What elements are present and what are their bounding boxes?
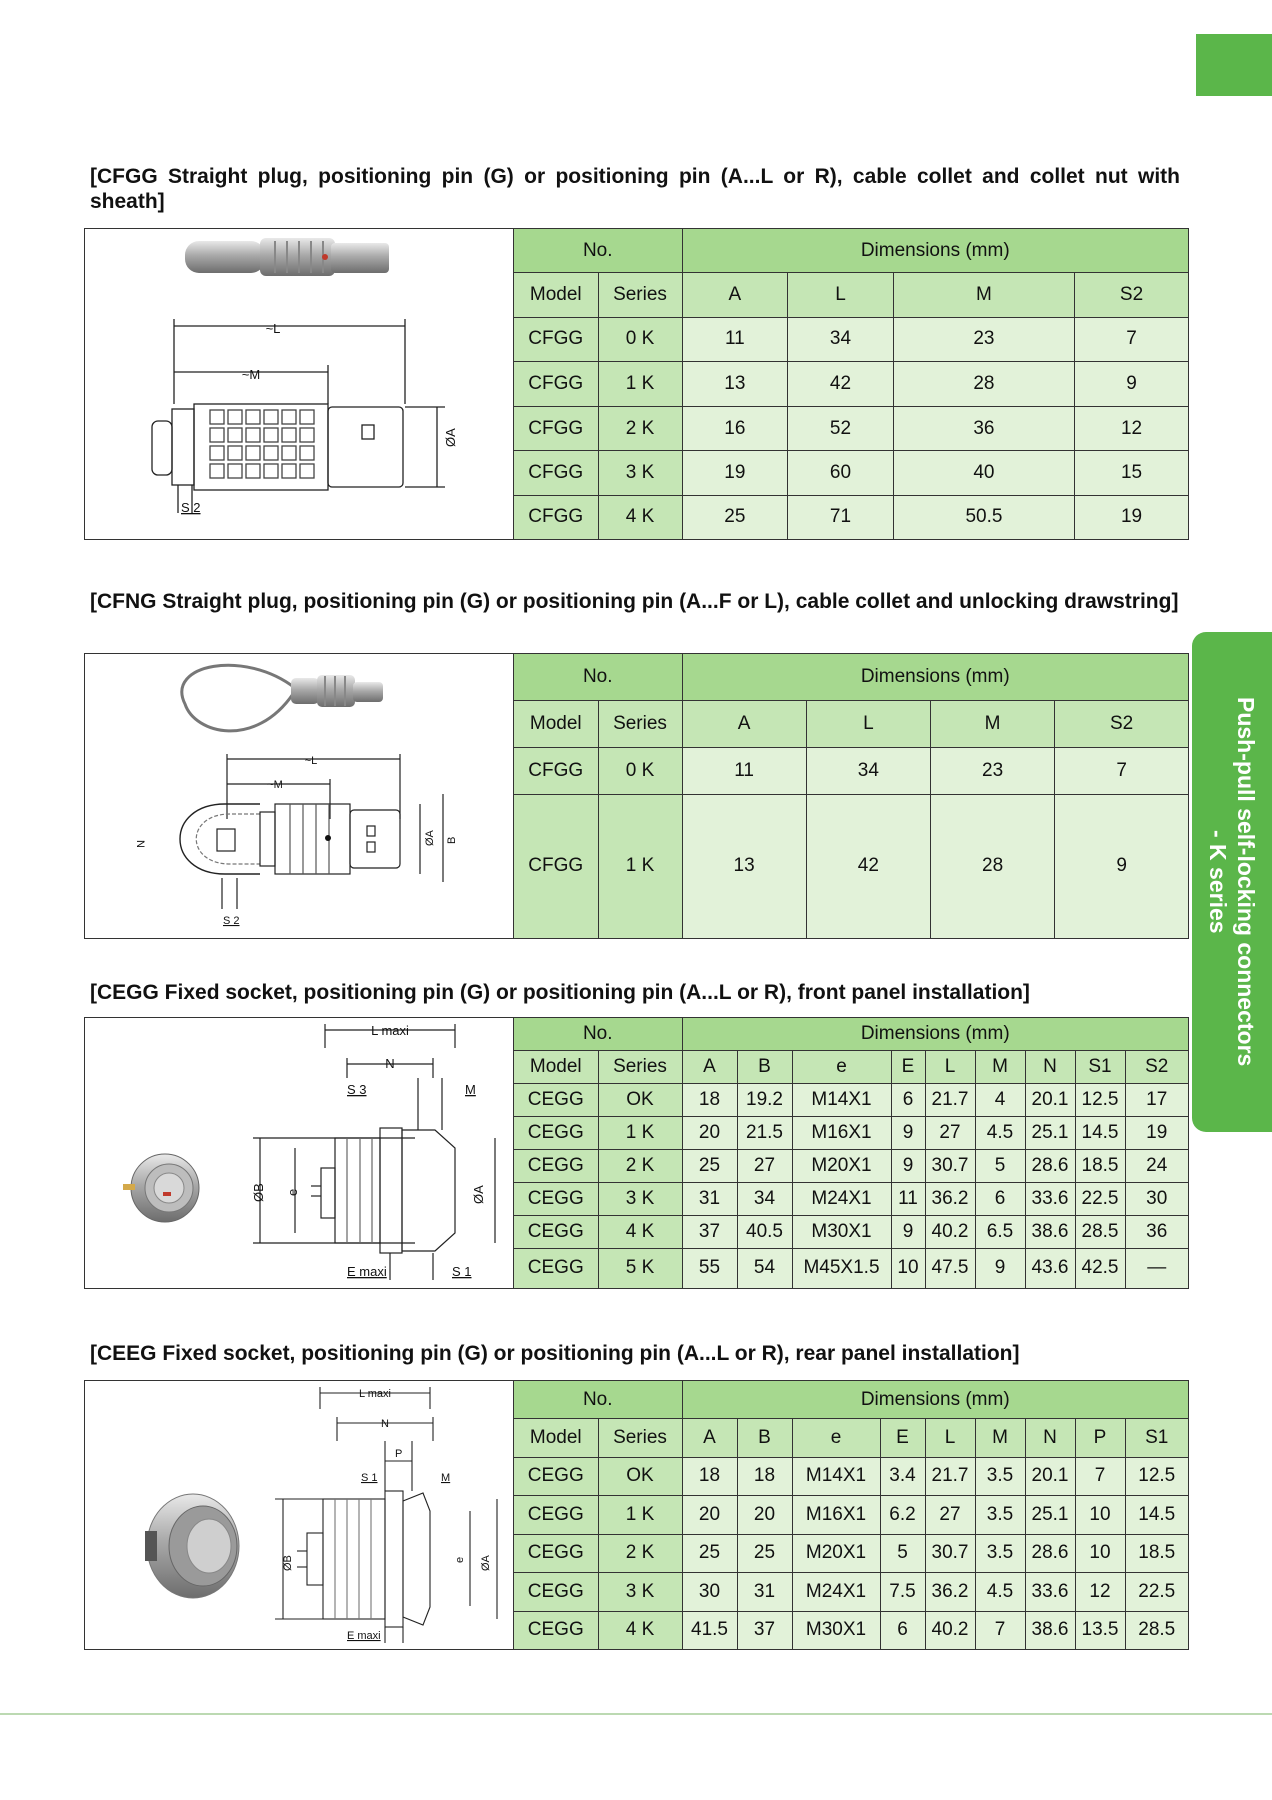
cell: M16X1 xyxy=(792,1496,880,1535)
dim-label-e: e xyxy=(285,1188,300,1196)
cell: 13.5 xyxy=(1075,1611,1125,1649)
table-row xyxy=(514,1611,1188,1649)
column-header: Model xyxy=(514,273,598,318)
dim-label-e: e xyxy=(454,1556,466,1563)
cell: 34 xyxy=(788,317,894,362)
cell: M20X1 xyxy=(792,1149,891,1182)
cell: 43.6 xyxy=(1025,1248,1075,1288)
cell: 6 xyxy=(891,1083,925,1116)
dim-label-b: ØB xyxy=(282,1555,294,1571)
cell: CEGG xyxy=(514,1457,598,1496)
cell: 23 xyxy=(930,747,1054,794)
cell: 9 xyxy=(1075,362,1188,407)
cell: 33.6 xyxy=(1025,1182,1075,1215)
column-header: L xyxy=(925,1050,975,1083)
dim-label-l: ~L xyxy=(265,321,281,336)
ceeg-socket-drawing xyxy=(85,1381,513,1649)
header-no: No. xyxy=(514,654,682,700)
cell: 11 xyxy=(682,747,806,794)
cell: 33.6 xyxy=(1025,1573,1075,1612)
cell: 47.5 xyxy=(925,1248,975,1288)
dim-label-m: M xyxy=(441,1472,451,1484)
cell: 37 xyxy=(682,1215,737,1248)
cell: 14.5 xyxy=(1125,1496,1188,1535)
cell: 40.2 xyxy=(925,1611,975,1649)
cell: 28.6 xyxy=(1025,1534,1075,1573)
table-row xyxy=(514,1534,1188,1573)
cell: 1 K xyxy=(598,1116,682,1149)
column-header: M xyxy=(975,1419,1025,1458)
cell: 23 xyxy=(893,317,1074,362)
column-header: Series xyxy=(598,273,682,318)
side-tab-label: Push-pull self-locking connectors - K series xyxy=(1205,697,1259,1067)
cell: 19 xyxy=(1125,1116,1188,1149)
table-row xyxy=(514,1182,1188,1215)
cfgg-plug-drawing xyxy=(85,229,513,539)
cell: M24X1 xyxy=(792,1182,891,1215)
header-dimensions: Dimensions (mm) xyxy=(682,1018,1188,1050)
cell: 9 xyxy=(891,1215,925,1248)
column-header: S1 xyxy=(1075,1050,1125,1083)
cell: 20 xyxy=(737,1496,792,1535)
cell: 54 xyxy=(737,1248,792,1288)
cell: 4 K xyxy=(598,1215,682,1248)
cell: 28.5 xyxy=(1125,1611,1188,1649)
cell: 18 xyxy=(682,1457,737,1496)
cell: 60 xyxy=(788,451,894,496)
cell: 37 xyxy=(737,1611,792,1649)
cell: 21.7 xyxy=(925,1457,975,1496)
cell: 4.5 xyxy=(975,1573,1025,1612)
dimensions-table-cegg xyxy=(514,1018,1188,1288)
cell: — xyxy=(1125,1248,1188,1288)
cell: 42 xyxy=(788,362,894,407)
cell: M30X1 xyxy=(792,1215,891,1248)
dim-label-n: N xyxy=(385,1056,395,1071)
cell: 10 xyxy=(1075,1534,1125,1573)
cell: 30 xyxy=(682,1573,737,1612)
cell: 36.2 xyxy=(925,1182,975,1215)
cell: 25 xyxy=(682,1534,737,1573)
product-drawing-cfng xyxy=(85,654,514,938)
cell: CFGG xyxy=(514,406,598,451)
table-row xyxy=(514,1248,1188,1288)
cell: 25.1 xyxy=(1025,1496,1075,1535)
cell: 52 xyxy=(788,406,894,451)
cell: 55 xyxy=(682,1248,737,1288)
cell: 36 xyxy=(893,406,1074,451)
cell: 42.5 xyxy=(1075,1248,1125,1288)
table-row xyxy=(514,1215,1188,1248)
cell: 41.5 xyxy=(682,1611,737,1649)
dim-label-n: N xyxy=(134,840,146,848)
column-header: L xyxy=(806,700,930,747)
cell: 40 xyxy=(893,451,1074,496)
dim-label-a: ØA xyxy=(443,428,458,447)
cell: 1 K xyxy=(598,362,682,407)
column-header: E xyxy=(891,1050,925,1083)
cell: 7 xyxy=(975,1611,1025,1649)
dim-label-a: ØA xyxy=(471,1185,486,1204)
cell: 28.5 xyxy=(1075,1215,1125,1248)
cell: 12 xyxy=(1075,406,1188,451)
section-title-cfng: [CFNG Straight plug, positioning pin (G) or positioning pin (A...F or L), cable collet and unlocking drawstring] xyxy=(90,590,1179,613)
column-header: A xyxy=(682,700,806,747)
column-header: Model xyxy=(514,1419,598,1458)
table-row xyxy=(514,747,1188,794)
dim-label-a: ØA xyxy=(480,1555,492,1571)
section-block-cfgg xyxy=(84,228,1189,540)
column-header: E xyxy=(880,1419,925,1458)
column-header: N xyxy=(1025,1419,1075,1458)
cell: 3.5 xyxy=(975,1457,1025,1496)
cell: 3 K xyxy=(598,451,682,496)
column-header: B xyxy=(737,1050,792,1083)
cegg-photo xyxy=(123,1154,199,1222)
section-title-cegg: [CEGG Fixed socket, positioning pin (G) or positioning pin (A...L or R), front panel installation] xyxy=(90,981,1030,1004)
cell: 21.5 xyxy=(737,1116,792,1149)
cell: 30 xyxy=(1125,1182,1188,1215)
cell: 20 xyxy=(682,1116,737,1149)
cell: 22.5 xyxy=(1125,1573,1188,1612)
cell: 4 xyxy=(975,1083,1025,1116)
cell: 30.7 xyxy=(925,1534,975,1573)
cell: 2 K xyxy=(598,1534,682,1573)
cell: 27 xyxy=(925,1496,975,1535)
dim-label-s1: S 1 xyxy=(452,1264,472,1279)
cell: CEGG xyxy=(514,1149,598,1182)
cell: 9 xyxy=(891,1116,925,1149)
cell: 12.5 xyxy=(1075,1083,1125,1116)
cell: 4 K xyxy=(598,495,682,539)
cell: 7 xyxy=(1055,747,1188,794)
cell: 9 xyxy=(891,1149,925,1182)
column-header: S2 xyxy=(1075,273,1188,318)
dim-label-m: ~M xyxy=(267,779,283,791)
cell: 9 xyxy=(1055,794,1188,938)
cell: 19 xyxy=(1075,495,1188,539)
corner-tab xyxy=(1196,34,1272,96)
cell: M14X1 xyxy=(792,1457,880,1496)
cfgg-line-drawing xyxy=(152,319,445,513)
cell: CEGG xyxy=(514,1611,598,1649)
dim-label-b: B xyxy=(446,836,458,844)
cell: CFGG xyxy=(514,317,598,362)
cell: 19.2 xyxy=(737,1083,792,1116)
column-header: P xyxy=(1075,1419,1125,1458)
cell: 6.5 xyxy=(975,1215,1025,1248)
cell: 10 xyxy=(1075,1496,1125,1535)
cell: CEGG xyxy=(514,1182,598,1215)
cell: 30.7 xyxy=(925,1149,975,1182)
cell: 13 xyxy=(682,794,806,938)
cell: CFGG xyxy=(514,747,598,794)
cell: 6.2 xyxy=(880,1496,925,1535)
column-header: Series xyxy=(598,1050,682,1083)
cell: M14X1 xyxy=(792,1083,891,1116)
section-block-cegg xyxy=(84,1017,1189,1289)
cell: 27 xyxy=(925,1116,975,1149)
cell: 2 K xyxy=(598,406,682,451)
cell: 7 xyxy=(1075,1457,1125,1496)
cell: 24 xyxy=(1125,1149,1188,1182)
column-header: L xyxy=(788,273,894,318)
product-drawing-ceeg xyxy=(85,1381,514,1649)
cell: 18.5 xyxy=(1075,1149,1125,1182)
cell: 31 xyxy=(682,1182,737,1215)
cell: 3.5 xyxy=(975,1496,1025,1535)
dimensions-table-cfng xyxy=(514,654,1188,938)
cell: 25 xyxy=(682,495,788,539)
cell: 17 xyxy=(1125,1083,1188,1116)
column-header: M xyxy=(893,273,1074,318)
table-row xyxy=(514,362,1188,407)
cell: 42 xyxy=(806,794,930,938)
table-row xyxy=(514,1496,1188,1535)
header-dimensions: Dimensions (mm) xyxy=(682,1381,1188,1419)
cell: CEGG xyxy=(514,1496,598,1535)
dim-label-s3: S 3 xyxy=(347,1082,367,1097)
dim-label-s2: S 2 xyxy=(181,500,201,515)
column-header: Model xyxy=(514,1050,598,1083)
dim-label-m: M xyxy=(465,1082,476,1097)
section-title-ceeg: [CEEG Fixed socket, positioning pin (G) or positioning pin (A...L or R), rear panel installation] xyxy=(90,1342,1020,1365)
column-header: e xyxy=(792,1050,891,1083)
cell: CEGG xyxy=(514,1083,598,1116)
cell: 36.2 xyxy=(925,1573,975,1612)
cell: 20.1 xyxy=(1025,1083,1075,1116)
header-dimensions: Dimensions (mm) xyxy=(682,229,1188,273)
cell: 40.5 xyxy=(737,1215,792,1248)
table-row xyxy=(514,1457,1188,1496)
cell: M16X1 xyxy=(792,1116,891,1149)
column-header: S2 xyxy=(1125,1050,1188,1083)
column-header: M xyxy=(930,700,1054,747)
dim-label-b: ØB xyxy=(251,1183,266,1202)
cell: 20.1 xyxy=(1025,1457,1075,1496)
cell: 10 xyxy=(891,1248,925,1288)
table-row xyxy=(514,1116,1188,1149)
dim-label-l: L maxi xyxy=(359,1388,391,1400)
column-header: A xyxy=(682,1419,737,1458)
cell: 5 xyxy=(880,1534,925,1573)
table-row xyxy=(514,1083,1188,1116)
cell: 9 xyxy=(975,1248,1025,1288)
header-no: No. xyxy=(514,1018,682,1050)
column-header: S1 xyxy=(1125,1419,1188,1458)
cell: 27 xyxy=(737,1149,792,1182)
cell: 3 K xyxy=(598,1182,682,1215)
cell: 21.7 xyxy=(925,1083,975,1116)
cell: M45X1.5 xyxy=(792,1248,891,1288)
cell: 3.4 xyxy=(880,1457,925,1496)
cell: 16 xyxy=(682,406,788,451)
table-row xyxy=(514,495,1188,539)
footer-divider xyxy=(0,1713,1272,1715)
cell: OK xyxy=(598,1457,682,1496)
cell: 4.5 xyxy=(975,1116,1025,1149)
ceeg-photo xyxy=(145,1494,239,1598)
cell: 28.6 xyxy=(1025,1149,1075,1182)
cell: 19 xyxy=(682,451,788,496)
column-header: Series xyxy=(598,700,682,747)
cell: 40.2 xyxy=(925,1215,975,1248)
cell: CEGG xyxy=(514,1573,598,1612)
product-drawing-cegg xyxy=(85,1018,514,1288)
cfng-line-drawing xyxy=(180,754,443,909)
table-row xyxy=(514,794,1188,938)
section-title-cfgg: [CFGG Straight plug, positioning pin (G) or positioning pin (A...L or R), cable collet and collet nut with sheath] xyxy=(90,165,1180,213)
cell: 6 xyxy=(880,1611,925,1649)
table-row xyxy=(514,317,1188,362)
cell: 12.5 xyxy=(1125,1457,1188,1496)
dimensions-table-ceeg xyxy=(514,1381,1188,1649)
cegg-socket-drawing xyxy=(85,1018,513,1288)
column-header: A xyxy=(682,273,788,318)
cell: 50.5 xyxy=(893,495,1074,539)
cell: CEGG xyxy=(514,1534,598,1573)
cell: 25 xyxy=(682,1149,737,1182)
column-header: S2 xyxy=(1055,700,1188,747)
table-row xyxy=(514,1573,1188,1612)
cell: CEGG xyxy=(514,1215,598,1248)
dim-label-l: L maxi xyxy=(371,1023,409,1038)
cegg-line-drawing xyxy=(253,1024,495,1280)
table-row xyxy=(514,1149,1188,1182)
cell: 7 xyxy=(1075,317,1188,362)
cell: 25 xyxy=(737,1534,792,1573)
cell: 2 K xyxy=(598,1149,682,1182)
cell: 14.5 xyxy=(1075,1116,1125,1149)
cell: 5 K xyxy=(598,1248,682,1288)
cell: M20X1 xyxy=(792,1534,880,1573)
cell: CFGG xyxy=(514,362,598,407)
dim-label-e-maxi: E maxi xyxy=(347,1630,381,1642)
cell: 28 xyxy=(893,362,1074,407)
cell: 6 xyxy=(975,1182,1025,1215)
column-header: Model xyxy=(514,700,598,747)
cell: 34 xyxy=(806,747,930,794)
dim-label-p: P xyxy=(395,1448,403,1460)
column-header: N xyxy=(1025,1050,1075,1083)
cell: CFGG xyxy=(514,794,598,938)
dim-label-l: ~L xyxy=(304,755,318,767)
cell: M24X1 xyxy=(792,1573,880,1612)
cell: 25.1 xyxy=(1025,1116,1075,1149)
cell: 12 xyxy=(1075,1573,1125,1612)
header-dimensions: Dimensions (mm) xyxy=(682,654,1188,700)
cell: 20 xyxy=(682,1496,737,1535)
cell: 3.5 xyxy=(975,1534,1025,1573)
cell: 11 xyxy=(891,1182,925,1215)
cell: 22.5 xyxy=(1075,1182,1125,1215)
cell: 13 xyxy=(682,362,788,407)
cell: M30X1 xyxy=(792,1611,880,1649)
dim-label-m: ~M xyxy=(241,367,261,382)
cell: 18 xyxy=(737,1457,792,1496)
cell: 18 xyxy=(682,1083,737,1116)
column-header: L xyxy=(925,1419,975,1458)
section-block-ceeg xyxy=(84,1380,1189,1650)
cell: 18.5 xyxy=(1125,1534,1188,1573)
dim-label-a: ØA xyxy=(424,830,436,846)
cell: 15 xyxy=(1075,451,1188,496)
dim-label-s1: S 1 xyxy=(361,1472,378,1484)
cell: 5 xyxy=(975,1149,1025,1182)
cell: 3 K xyxy=(598,1573,682,1612)
header-no: No. xyxy=(514,229,682,273)
cell: CEGG xyxy=(514,1248,598,1288)
cell: 36 xyxy=(1125,1215,1188,1248)
cell: 0 K xyxy=(598,317,682,362)
column-header: A xyxy=(682,1050,737,1083)
dim-label-e-maxi: E maxi xyxy=(347,1264,387,1279)
dim-label-s2: S 2 xyxy=(223,915,240,927)
cell: 71 xyxy=(788,495,894,539)
column-header: M xyxy=(975,1050,1025,1083)
cell: 7.5 xyxy=(880,1573,925,1612)
cell: 1 K xyxy=(598,794,682,938)
cell: 34 xyxy=(737,1182,792,1215)
product-drawing-cfgg xyxy=(85,229,514,539)
cell: CEGG xyxy=(514,1116,598,1149)
cell: 4 K xyxy=(598,1611,682,1649)
cell: CFGG xyxy=(514,451,598,496)
column-header: Series xyxy=(598,1419,682,1458)
cfng-plug-drawing xyxy=(85,654,513,938)
dim-label-n: N xyxy=(381,1418,389,1430)
column-header: B xyxy=(737,1419,792,1458)
column-header: e xyxy=(792,1419,880,1458)
cell: 1 K xyxy=(598,1496,682,1535)
table-row xyxy=(514,451,1188,496)
dimensions-table-cfgg xyxy=(514,229,1188,539)
cell: OK xyxy=(598,1083,682,1116)
cell: 11 xyxy=(682,317,788,362)
cell: CFGG xyxy=(514,495,598,539)
cfgg-photo xyxy=(185,238,389,276)
cell: 38.6 xyxy=(1025,1611,1075,1649)
cell: 28 xyxy=(930,794,1054,938)
cfng-photo xyxy=(182,665,383,731)
section-block-cfng xyxy=(84,653,1189,939)
cell: 31 xyxy=(737,1573,792,1612)
header-no: No. xyxy=(514,1381,682,1419)
table-row xyxy=(514,406,1188,451)
cell: 38.6 xyxy=(1025,1215,1075,1248)
cell: 0 K xyxy=(598,747,682,794)
